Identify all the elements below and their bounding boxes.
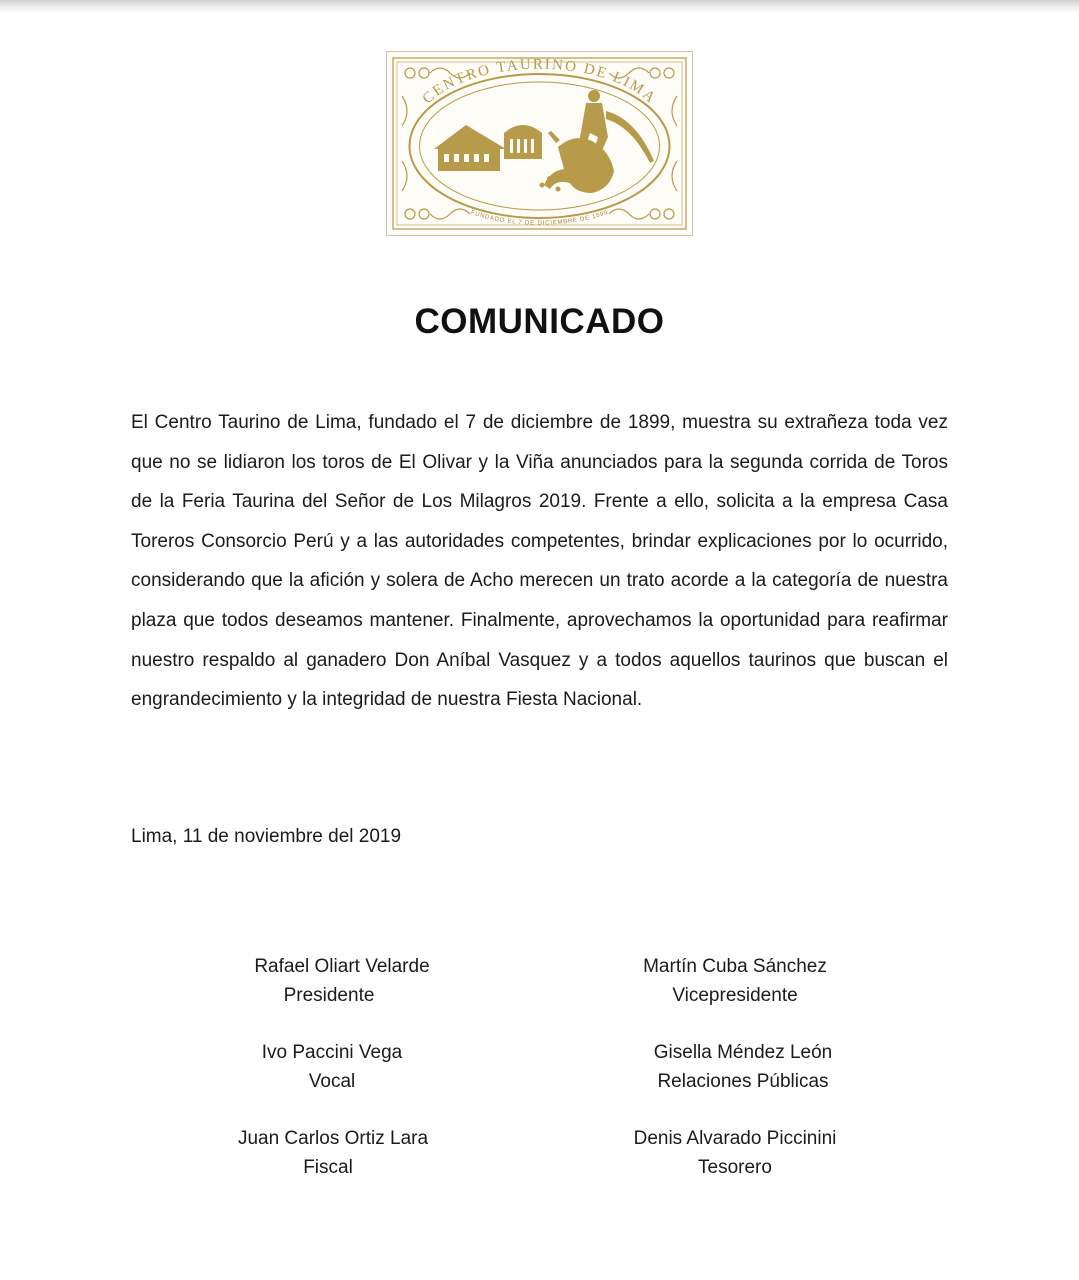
signature-block (605, 952, 865, 1010)
svg-text:FUNDADO EL 7 DE DICIEMBRE DE 1: FUNDADO EL 7 DE DICIEMBRE DE 1899 (469, 209, 610, 227)
signatory-role: Fiscal (303, 1157, 353, 1178)
signature-block (203, 1124, 463, 1182)
centro-taurino-logo (386, 51, 693, 236)
signatory-name: Denis Alvarado Piccinini (633, 1128, 837, 1149)
signatory-name: Martín Cuba Sánchez (643, 956, 827, 977)
signatory-name: Juan Carlos Ortiz Lara (237, 1128, 429, 1149)
signature-block (605, 1124, 865, 1182)
signature-block (212, 952, 472, 1010)
signatory-role: Relaciones Públicas (657, 1071, 829, 1092)
signatory-name: Rafael Oliart Velarde (254, 956, 430, 977)
signatory-role: Presidente (283, 985, 375, 1006)
scan-top-shadow (0, 0, 1079, 14)
signatory-name: Gisella Méndez León (653, 1042, 833, 1063)
document-title: COMUNICADO (414, 302, 665, 341)
svg-text:CENTRO TAURINO DE LIMA: CENTRO TAURINO DE LIMA (419, 56, 660, 108)
signatory-role: Vicepresidente (672, 985, 798, 1006)
signatory-name: Ivo Paccini Vega (261, 1042, 403, 1063)
communique-body: El Centro Taurino de Lima, fundado el 7 de diciembre de 1899, muestra su extrañeza toda vez que no se lidiaron los toros de El Olivar y la Viña anunciados para la segunda corrida de Toros de la Feria Taurina del Señor de Los Milagros 2019. Frente a ello, solicita a la empresa Casa Toreros Consorcio Perú y a las autoridades competentes, brindar explicaciones por lo ocurrido, considerando que la afición y solera de Acho merecen un trato acorde a la categoría de nuestra plaza que todos deseamos mantener. Finalmente, aprovechamos la oportunidad para reafirmar nuestro respaldo al ganadero Don Aníbal Vasquez y a todos aquellos taurinos que buscan el engrandecimiento y la integridad de nuestra Fiesta Nacional. (131, 412, 948, 711)
signature-block (613, 1038, 873, 1096)
signatory-role: Vocal (308, 1071, 356, 1092)
signatory-role: Tesorero (698, 1157, 772, 1178)
signature-block (202, 1038, 462, 1096)
document-date: Lima, 11 de noviembre del 2019 (131, 826, 402, 847)
